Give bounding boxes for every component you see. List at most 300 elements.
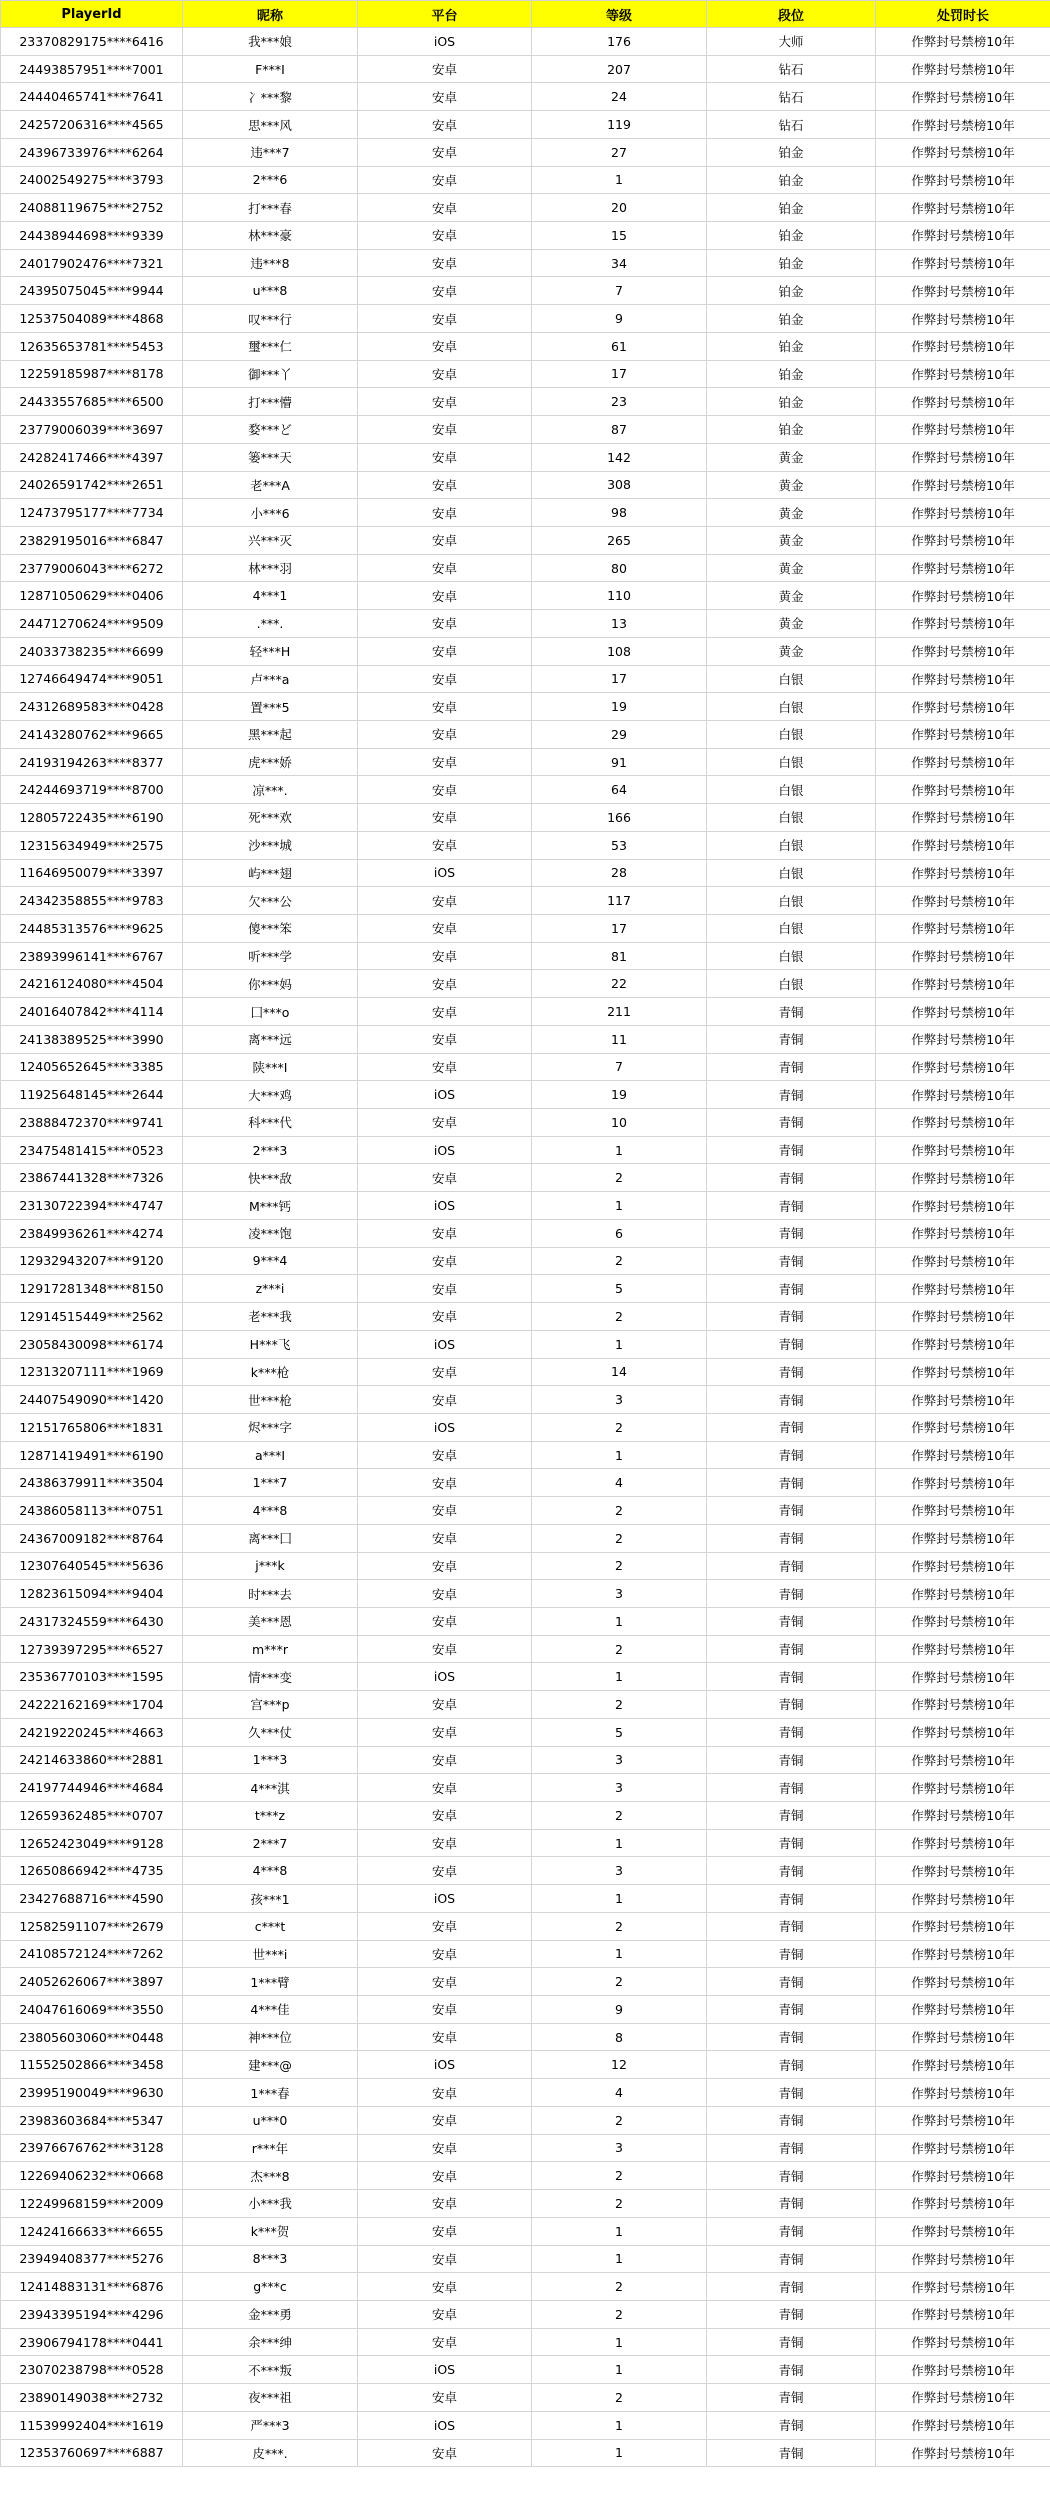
cell-penalty: 作弊封号禁榜10年 [876,2356,1050,2384]
table-row [1,1912,1050,1940]
cell-penalty: 作弊封号禁榜10年 [876,1136,1050,1164]
table-row [1,1552,1050,1580]
cell-nickname: 2***3 [183,1136,358,1164]
cell-player-id: 24026591742****2651 [1,471,183,499]
cell-penalty: 作弊封号禁榜10年 [876,2411,1050,2439]
cell-player-id: 12582591107****2679 [1,1912,183,1940]
cell-player-id: 24216124080****4504 [1,970,183,998]
cell-player-id: 23475481415****0523 [1,1136,183,1164]
cell-platform: 安卓 [358,1164,532,1192]
cell-platform: iOS [358,2051,532,2079]
cell-penalty: 作弊封号禁榜10年 [876,526,1050,554]
cell-nickname: 老***我 [183,1303,358,1331]
cell-penalty: 作弊封号禁榜10年 [876,2439,1050,2467]
cell-penalty: 作弊封号禁榜10年 [876,1718,1050,1746]
cell-rank: 铂金 [707,332,876,360]
cell-level: 6 [532,1219,707,1247]
cell-level: 20 [532,194,707,222]
table-row [1,1358,1050,1386]
cell-level: 2 [532,1691,707,1719]
table-row [1,1386,1050,1414]
cell-level: 2 [532,2273,707,2301]
cell-platform: 安卓 [358,1109,532,1137]
cell-level: 1 [532,1192,707,1220]
table-row [1,2356,1050,2384]
cell-rank: 白银 [707,859,876,887]
cell-nickname: 4***8 [183,1857,358,1885]
cell-platform: 安卓 [358,249,532,277]
table-row [1,1774,1050,1802]
cell-platform: 安卓 [358,2162,532,2190]
table-row [1,28,1050,56]
cell-player-id: 24438944698****9339 [1,222,183,250]
cell-level: 2 [532,2300,707,2328]
cell-rank: 白银 [707,720,876,748]
cell-rank: 黄金 [707,582,876,610]
cell-rank: 青铜 [707,1746,876,1774]
table-row [1,1469,1050,1497]
cell-nickname: 虎***娇 [183,748,358,776]
cell-nickname: F***I [183,55,358,83]
cell-rank: 铂金 [707,194,876,222]
table-row [1,1275,1050,1303]
table-row [1,1330,1050,1358]
cell-nickname: c***t [183,1912,358,1940]
cell-level: 91 [532,748,707,776]
cell-nickname: 皮***. [183,2439,358,2467]
cell-platform: 安卓 [358,1607,532,1635]
cell-rank: 青铜 [707,1136,876,1164]
cell-nickname: H***飞 [183,1330,358,1358]
cell-player-id: 24395075045****9944 [1,277,183,305]
cell-rank: 铂金 [707,249,876,277]
table-row [1,2051,1050,2079]
table-row [1,665,1050,693]
table-row [1,582,1050,610]
table-row [1,111,1050,139]
cell-penalty: 作弊封号禁榜10年 [876,1109,1050,1137]
cell-player-id: 12473795177****7734 [1,499,183,527]
cell-level: 53 [532,831,707,859]
cell-platform: 安卓 [358,2384,532,2412]
cell-level: 2 [532,1524,707,1552]
cell-nickname: 1***7 [183,1469,358,1497]
cell-nickname: 林***豪 [183,222,358,250]
cell-nickname: 璽***仁 [183,332,358,360]
cell-rank: 青铜 [707,1441,876,1469]
table-row [1,1164,1050,1192]
cell-nickname: 婺***ど [183,416,358,444]
cell-penalty: 作弊封号禁榜10年 [876,83,1050,111]
cell-nickname: 离***远 [183,1025,358,1053]
cell-rank: 黄金 [707,554,876,582]
cell-platform: 安卓 [358,776,532,804]
cell-level: 2 [532,2106,707,2134]
table-row [1,1885,1050,1913]
cell-level: 1 [532,2439,707,2467]
cell-platform: 安卓 [358,1635,532,1663]
cell-platform: 安卓 [358,1303,532,1331]
cell-platform: 安卓 [358,554,532,582]
cell-level: 81 [532,942,707,970]
table-row [1,277,1050,305]
cell-nickname: 死***欢 [183,804,358,832]
cell-level: 207 [532,55,707,83]
cell-penalty: 作弊封号禁榜10年 [876,443,1050,471]
cell-level: 1 [532,1940,707,1968]
cell-player-id: 23949408377****5276 [1,2245,183,2273]
cell-player-id: 23779006043****6272 [1,554,183,582]
table-row [1,2439,1050,2467]
cell-level: 80 [532,554,707,582]
cell-penalty: 作弊封号禁榜10年 [876,2079,1050,2107]
cell-penalty: 作弊封号禁榜10年 [876,2273,1050,2301]
header-nickname: 昵称 [183,1,358,28]
cell-level: 22 [532,970,707,998]
cell-level: 2 [532,1413,707,1441]
cell-platform: 安卓 [358,1718,532,1746]
cell-platform: 安卓 [358,471,532,499]
cell-player-id: 12932943207****9120 [1,1247,183,1275]
cell-penalty: 作弊封号禁榜10年 [876,1275,1050,1303]
cell-rank: 青铜 [707,1885,876,1913]
cell-penalty: 作弊封号禁榜10年 [876,1081,1050,1109]
table-row [1,55,1050,83]
header-player-id: PlayerId [1,1,183,28]
cell-rank: 铂金 [707,166,876,194]
cell-level: 10 [532,1109,707,1137]
table-row [1,2162,1050,2190]
cell-penalty: 作弊封号禁榜10年 [876,138,1050,166]
cell-level: 2 [532,1912,707,1940]
cell-platform: 安卓 [358,1996,532,2024]
cell-player-id: 23943395194****4296 [1,2300,183,2328]
cell-level: 29 [532,720,707,748]
cell-penalty: 作弊封号禁榜10年 [876,1247,1050,1275]
cell-platform: 安卓 [358,1219,532,1247]
table-row [1,416,1050,444]
cell-nickname: 1***臂 [183,1968,358,1996]
cell-rank: 青铜 [707,1247,876,1275]
cell-nickname: 2***6 [183,166,358,194]
cell-penalty: 作弊封号禁榜10年 [876,942,1050,970]
cell-nickname: 4***佳 [183,1996,358,2024]
cell-rank: 青铜 [707,2411,876,2439]
table-row [1,2384,1050,2412]
table-row [1,1081,1050,1109]
cell-rank: 青铜 [707,1802,876,1830]
cell-nickname: 9***4 [183,1247,358,1275]
cell-nickname: 沙***城 [183,831,358,859]
cell-rank: 铂金 [707,138,876,166]
cell-level: 3 [532,1774,707,1802]
cell-rank: 青铜 [707,1330,876,1358]
cell-level: 4 [532,1469,707,1497]
cell-rank: 白银 [707,748,876,776]
table-row [1,2106,1050,2134]
cell-nickname: 卢***a [183,665,358,693]
cell-nickname: u***0 [183,2106,358,2134]
cell-level: 1 [532,2411,707,2439]
table-row [1,471,1050,499]
cell-rank: 青铜 [707,1718,876,1746]
cell-platform: iOS [358,1192,532,1220]
cell-platform: 安卓 [358,804,532,832]
cell-player-id: 12315634949****2575 [1,831,183,859]
cell-rank: 钻石 [707,111,876,139]
cell-penalty: 作弊封号禁榜10年 [876,720,1050,748]
cell-player-id: 12405652645****3385 [1,1053,183,1081]
cell-rank: 青铜 [707,1275,876,1303]
cell-nickname: 4***8 [183,1497,358,1525]
cell-platform: 安卓 [358,360,532,388]
cell-platform: 安卓 [358,416,532,444]
cell-platform: 安卓 [358,1968,532,1996]
cell-player-id: 24193194263****8377 [1,748,183,776]
cell-penalty: 作弊封号禁榜10年 [876,1774,1050,1802]
cell-platform: 安卓 [358,1580,532,1608]
cell-nickname: 烬***字 [183,1413,358,1441]
cell-platform: 安卓 [358,166,532,194]
cell-nickname: 世***i [183,1940,358,1968]
cell-rank: 黄金 [707,526,876,554]
cell-rank: 白银 [707,942,876,970]
cell-penalty: 作弊封号禁榜10年 [876,388,1050,416]
cell-rank: 青铜 [707,1025,876,1053]
cell-level: 2 [532,1802,707,1830]
cell-platform: 安卓 [358,1912,532,1940]
table-row [1,360,1050,388]
cell-nickname: 快***敌 [183,1164,358,1192]
cell-rank: 白银 [707,831,876,859]
cell-penalty: 作弊封号禁榜10年 [876,2384,1050,2412]
table-row [1,526,1050,554]
cell-nickname: 杰***8 [183,2162,358,2190]
cell-player-id: 24138389525****3990 [1,1025,183,1053]
cell-level: 13 [532,610,707,638]
cell-player-id: 24471270624****9509 [1,610,183,638]
cell-penalty: 作弊封号禁榜10年 [876,748,1050,776]
cell-nickname: 你***妈 [183,970,358,998]
cell-player-id: 24088119675****2752 [1,194,183,222]
cell-player-id: 24047616069****3550 [1,1996,183,2024]
table-row [1,720,1050,748]
cell-level: 3 [532,2134,707,2162]
cell-penalty: 作弊封号禁榜10年 [876,1303,1050,1331]
cell-penalty: 作弊封号禁榜10年 [876,2300,1050,2328]
cell-penalty: 作弊封号禁榜10年 [876,1441,1050,1469]
cell-penalty: 作弊封号禁榜10年 [876,776,1050,804]
cell-penalty: 作弊封号禁榜10年 [876,1857,1050,1885]
cell-player-id: 23906794178****0441 [1,2328,183,2356]
cell-penalty: 作弊封号禁榜10年 [876,582,1050,610]
cell-rank: 铂金 [707,388,876,416]
cell-nickname: t***z [183,1802,358,1830]
cell-penalty: 作弊封号禁榜10年 [876,1691,1050,1719]
cell-platform: 安卓 [358,83,532,111]
cell-rank: 青铜 [707,998,876,1026]
cell-level: 176 [532,28,707,56]
cell-rank: 青铜 [707,1192,876,1220]
table-row [1,1663,1050,1691]
cell-rank: 白银 [707,804,876,832]
cell-penalty: 作弊封号禁榜10年 [876,665,1050,693]
cell-level: 5 [532,1718,707,1746]
cell-player-id: 24222162169****1704 [1,1691,183,1719]
cell-player-id: 12307640545****5636 [1,1552,183,1580]
cell-penalty: 作弊封号禁榜10年 [876,1940,1050,1968]
cell-level: 1 [532,2328,707,2356]
cell-nickname: 轻***H [183,637,358,665]
cell-rank: 青铜 [707,2328,876,2356]
cell-platform: 安卓 [358,55,532,83]
table-row [1,942,1050,970]
cell-player-id: 23070238798****0528 [1,2356,183,2384]
cell-level: 142 [532,443,707,471]
cell-nickname: 黑***起 [183,720,358,748]
cell-nickname: 囗***o [183,998,358,1026]
cell-rank: 青铜 [707,1053,876,1081]
cell-platform: 安卓 [358,2079,532,2107]
cell-nickname: 傻***笨 [183,915,358,943]
cell-level: 23 [532,388,707,416]
table-row [1,915,1050,943]
cell-player-id: 24367009182****8764 [1,1524,183,1552]
cell-platform: 安卓 [358,637,532,665]
cell-penalty: 作弊封号禁榜10年 [876,1053,1050,1081]
table-row [1,693,1050,721]
cell-platform: iOS [358,28,532,56]
table-row [1,332,1050,360]
cell-nickname: 兴***灭 [183,526,358,554]
cell-player-id: 12259185987****8178 [1,360,183,388]
cell-rank: 青铜 [707,2273,876,2301]
table-row [1,859,1050,887]
cell-rank: 铂金 [707,305,876,333]
cell-level: 8 [532,2023,707,2051]
cell-player-id: 23867441328****7326 [1,1164,183,1192]
cell-level: 64 [532,776,707,804]
cell-player-id: 23058430098****6174 [1,1330,183,1358]
table-row [1,305,1050,333]
cell-platform: 安卓 [358,887,532,915]
cell-level: 2 [532,2190,707,2218]
table-row [1,1968,1050,1996]
table-row [1,2079,1050,2107]
cell-player-id: 24440465741****7641 [1,83,183,111]
cell-rank: 青铜 [707,2439,876,2467]
cell-level: 15 [532,222,707,250]
cell-rank: 青铜 [707,1413,876,1441]
cell-nickname: 不***叛 [183,2356,358,2384]
cell-platform: 安卓 [358,499,532,527]
table-row [1,1136,1050,1164]
cell-penalty: 作弊封号禁榜10年 [876,998,1050,1026]
cell-player-id: 12746649474****9051 [1,665,183,693]
table-row [1,1053,1050,1081]
cell-player-id: 24317324559****6430 [1,1607,183,1635]
cell-rank: 黄金 [707,499,876,527]
cell-rank: 大师 [707,28,876,56]
header-rank: 段位 [707,1,876,28]
cell-player-id: 12917281348****8150 [1,1275,183,1303]
cell-platform: 安卓 [358,1857,532,1885]
cell-nickname: 神***位 [183,2023,358,2051]
cell-player-id: 23779006039****3697 [1,416,183,444]
header-platform: 平台 [358,1,532,28]
cell-penalty: 作弊封号禁榜10年 [876,416,1050,444]
cell-level: 9 [532,1996,707,2024]
cell-nickname: 凌***饱 [183,1219,358,1247]
cell-penalty: 作弊封号禁榜10年 [876,28,1050,56]
cell-player-id: 12914515449****2562 [1,1303,183,1331]
cell-nickname: 置***5 [183,693,358,721]
cell-level: 1 [532,2356,707,2384]
cell-penalty: 作弊封号禁榜10年 [876,499,1050,527]
cell-player-id: 12151765806****1831 [1,1413,183,1441]
cell-penalty: 作弊封号禁榜10年 [876,249,1050,277]
cell-platform: 安卓 [358,1469,532,1497]
cell-player-id: 12739397295****6527 [1,1635,183,1663]
cell-level: 1 [532,2217,707,2245]
cell-rank: 青铜 [707,1912,876,1940]
cell-player-id: 24017902476****7321 [1,249,183,277]
cell-penalty: 作弊封号禁榜10年 [876,2162,1050,2190]
cell-nickname: 思***风 [183,111,358,139]
table-row [1,499,1050,527]
cell-penalty: 作弊封号禁榜10年 [876,1968,1050,1996]
cell-player-id: 23888472370****9741 [1,1109,183,1137]
cell-player-id: 23427688716****4590 [1,1885,183,1913]
table-row [1,194,1050,222]
cell-nickname: g***c [183,2273,358,2301]
table-row [1,2023,1050,2051]
cell-level: 1 [532,1441,707,1469]
cell-platform: 安卓 [358,1053,532,1081]
cell-rank: 黄金 [707,471,876,499]
cell-penalty: 作弊封号禁榜10年 [876,1912,1050,1940]
cell-rank: 青铜 [707,1940,876,1968]
cell-player-id: 24219220245****4663 [1,1718,183,1746]
table-row [1,2273,1050,2301]
table-row [1,2190,1050,2218]
cell-nickname: 叹***行 [183,305,358,333]
cell-rank: 青铜 [707,1829,876,1857]
cell-level: 108 [532,637,707,665]
cell-penalty: 作弊封号禁榜10年 [876,332,1050,360]
cell-rank: 青铜 [707,2051,876,2079]
cell-penalty: 作弊封号禁榜10年 [876,1219,1050,1247]
cell-nickname: 御***丫 [183,360,358,388]
cell-player-id: 23536770103****1595 [1,1663,183,1691]
table-row [1,1718,1050,1746]
cell-platform: 安卓 [358,610,532,638]
table-row [1,1996,1050,2024]
cell-rank: 青铜 [707,1109,876,1137]
cell-rank: 青铜 [707,1524,876,1552]
cell-penalty: 作弊封号禁榜10年 [876,2217,1050,2245]
cell-level: 1 [532,2245,707,2273]
table-row [1,887,1050,915]
cell-level: 12 [532,2051,707,2079]
table-row [1,998,1050,1026]
cell-player-id: 23983603684****5347 [1,2106,183,2134]
cell-rank: 青铜 [707,1303,876,1331]
cell-level: 3 [532,1580,707,1608]
cell-level: 17 [532,360,707,388]
cell-rank: 青铜 [707,1358,876,1386]
cell-player-id: 24342358855****9783 [1,887,183,915]
